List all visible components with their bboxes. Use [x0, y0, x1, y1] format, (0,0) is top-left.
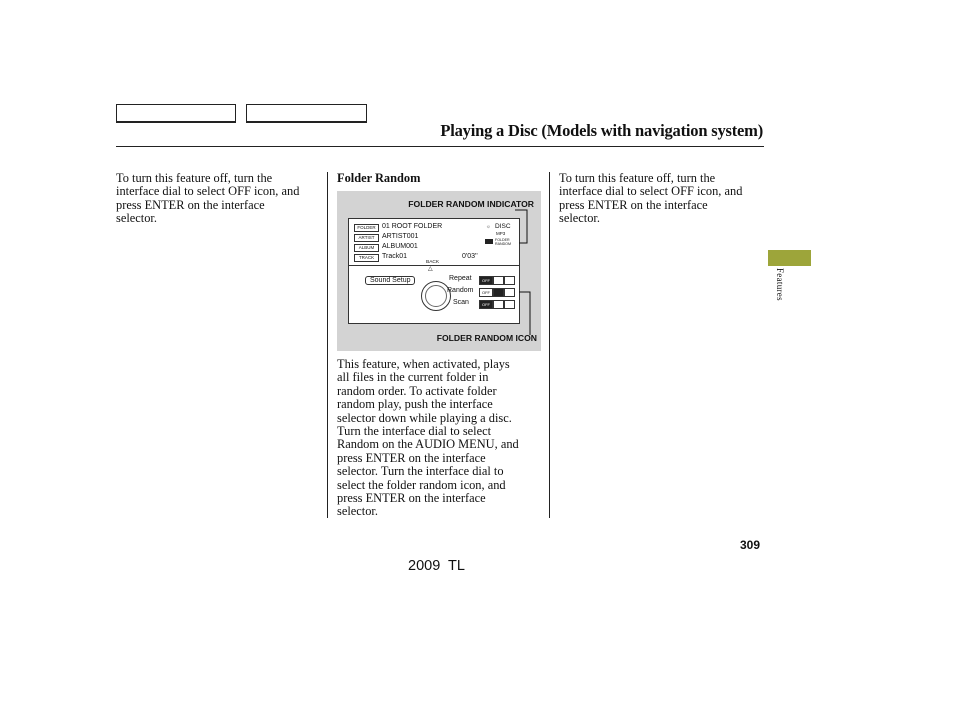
folder-random-figure — [337, 191, 541, 351]
callout-lines — [337, 191, 541, 351]
folder-random-badge: FOLDER RANDOM — [495, 238, 511, 246]
track-tag: TRACK — [354, 254, 379, 262]
column1-paragraph — [116, 172, 321, 226]
text-line: Random on the AUDIO MENU, and — [337, 437, 519, 452]
random-menu-item[interactable]: Random — [447, 287, 474, 294]
disc-icon: ☼ — [486, 224, 491, 230]
section-tab — [768, 250, 811, 266]
text-line: random order. To activate folder — [337, 383, 497, 398]
text-line: selector. — [559, 211, 600, 226]
text-line: To turn this feature off, turn the — [559, 171, 716, 185]
text-line: This feature, when activated, plays — [337, 357, 510, 371]
page-title: Playing a Disc (Models with navigation system) — [440, 121, 763, 140]
text-line: selector. Turn the interface dial to — [337, 464, 504, 479]
folder-name: 01 ROOT FOLDER — [382, 223, 443, 230]
repeat-off-button[interactable]: OFF — [479, 276, 493, 285]
disc-label: DISC — [495, 223, 511, 230]
elapsed-time: 0'03'' — [462, 253, 478, 260]
random-off-button[interactable]: OFF — [479, 288, 493, 297]
mp3-label: MP3 — [496, 231, 506, 236]
text-line: all files in the current folder in — [337, 370, 489, 385]
back-label: BACK — [426, 260, 440, 265]
artist-tag: ARTIST — [354, 234, 379, 242]
track-name: Track01 — [382, 253, 408, 260]
footer-model-text: 2009 TL — [408, 558, 465, 574]
column-divider-2 — [549, 172, 550, 518]
nav-button-2[interactable] — [246, 104, 367, 122]
text-line: press ENTER on the interface — [559, 197, 708, 212]
page-number: 309 — [740, 538, 761, 552]
scan-menu-item[interactable]: Scan — [453, 299, 469, 306]
text-line: press ENTER on the interface — [337, 450, 486, 465]
album-tag: ALBUM — [354, 244, 379, 252]
text-line: selector down while playing a disc. — [337, 410, 512, 425]
section-heading: Folder Random — [337, 171, 421, 185]
text-line: press ENTER on the interface — [337, 491, 486, 506]
text-line: interface dial to select OFF icon, and — [116, 184, 300, 199]
nav-button-1[interactable] — [116, 104, 236, 122]
text-line: selector. — [116, 211, 157, 226]
footer-model — [408, 558, 465, 574]
repeat-menu-item[interactable]: Repeat — [449, 275, 472, 282]
album-name: ALBUM001 — [382, 243, 418, 250]
folder-random-icon-label: FOLDER RANDOM ICON — [436, 333, 537, 343]
text-line: Turn the interface dial to select — [337, 424, 492, 439]
column3-paragraph — [559, 172, 764, 226]
text-line: random play, push the interface — [337, 397, 493, 412]
column-divider-1 — [327, 172, 328, 518]
artist-name: ARTIST001 — [382, 233, 419, 240]
text-line: select the folder random icon, and — [337, 477, 506, 492]
section-label: Features — [775, 268, 785, 301]
column2-paragraph — [337, 358, 542, 519]
text-line: To turn this feature off, turn the — [116, 171, 273, 185]
scan-off-button[interactable]: OFF — [479, 300, 493, 309]
folder-tag: FOLDER — [354, 224, 379, 232]
sound-setup-button[interactable]: Sound Setup — [365, 276, 415, 285]
back-arrow-icon[interactable]: △ — [428, 266, 433, 272]
title-divider — [116, 146, 764, 147]
text-line: selector. — [337, 504, 378, 519]
text-line: press ENTER on the interface — [116, 197, 265, 212]
folder-random-indicator-label: FOLDER RANDOM INDICATOR — [408, 199, 534, 209]
text-line: interface dial to select OFF icon, and — [559, 184, 743, 199]
